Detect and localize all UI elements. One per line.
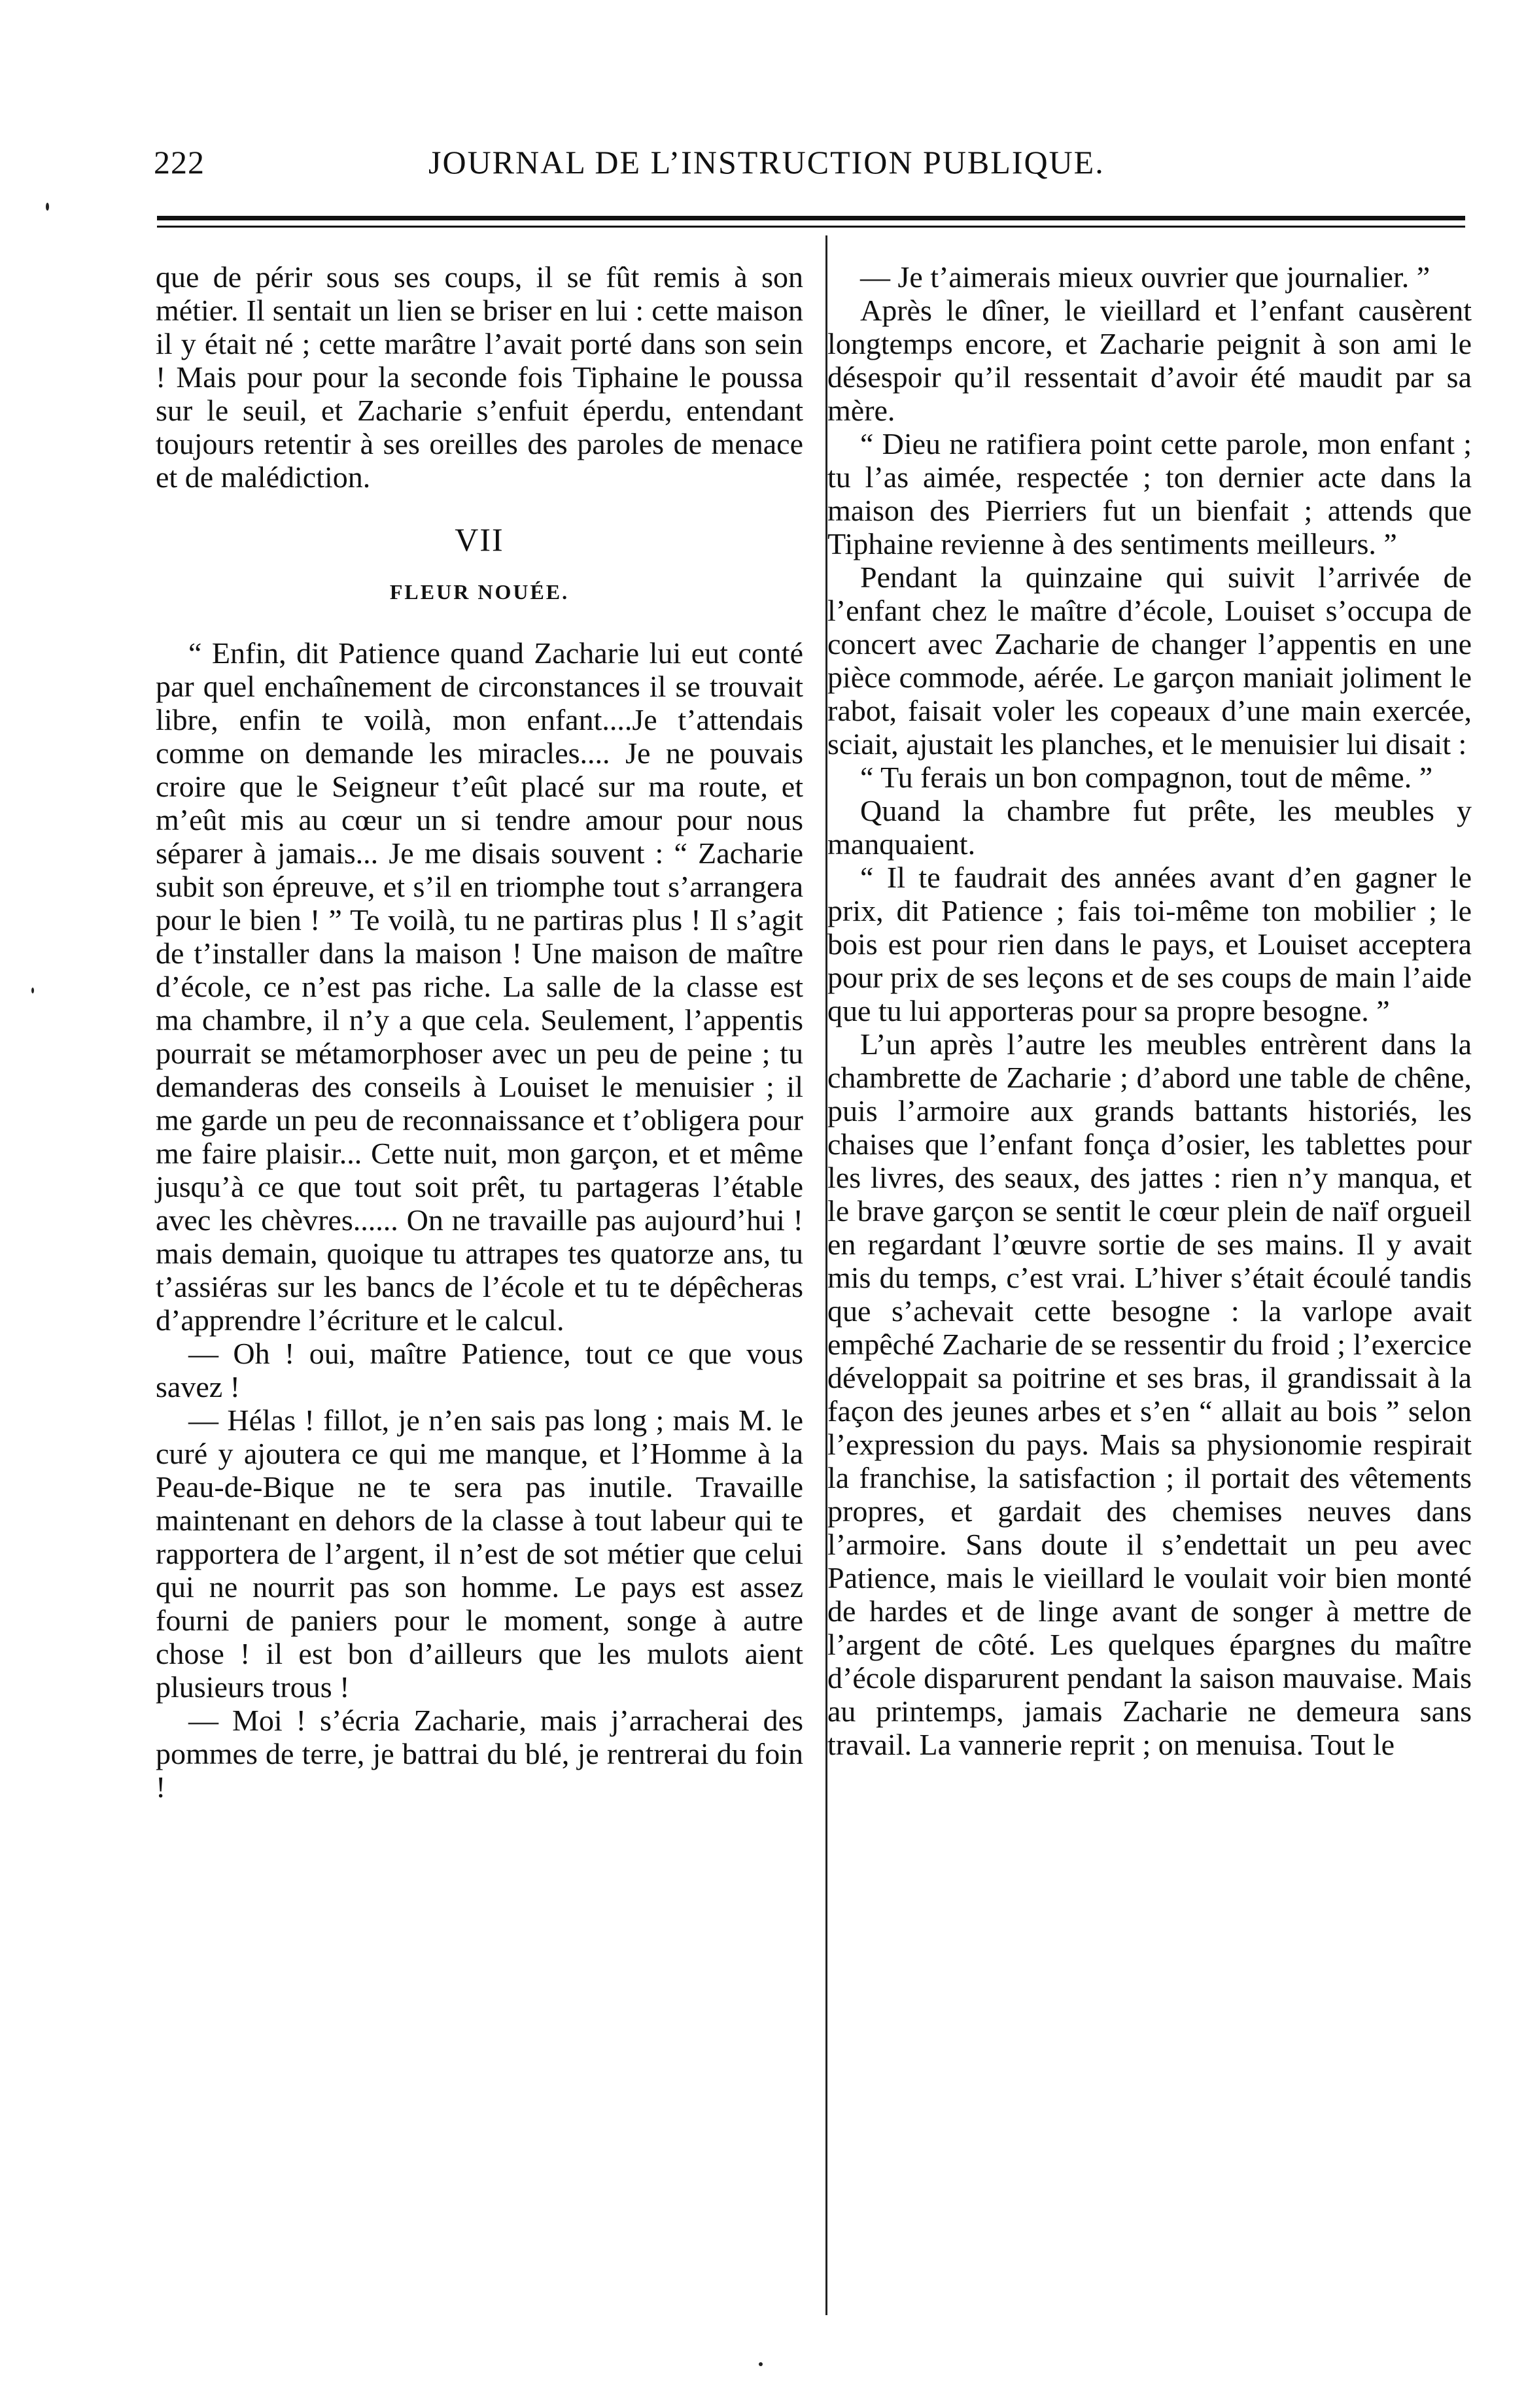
paragraph: que de périr sous ses coups, il se fût remis à son métier. Il sentait un lien se briser en lui : cette maison il y était né ; cette marâtre l’avait porté dans son sein ! Mais pour pour la seconde fois Tiphaine le poussa sur le seuil, et Zacharie s’enfuit éperdu, entendant toujours retentir à ses oreilles des paroles de menace et de malédiction. — [156, 260, 803, 494]
paragraph: “ Tu ferais un bon compagnon, tout de même. ” — [860, 761, 1433, 794]
page-number: 222 — [154, 144, 205, 181]
right-column — [827, 260, 1472, 1761]
paragraph: Quand la chambre fut prête, les meubles y manquaient. — [827, 794, 1472, 861]
left-column — [156, 260, 803, 1804]
paragraph: “ Il te faudrait des années avant d’en gagner le prix, dit Patience ; fais toi-même ton mobilier ; le bois est pour rien dans le pays, et Louiset acceptera pour prix de ses leçons et de ses coups de main l’aide que tu lui apporteras pour sa propre besogne. ” — [827, 861, 1472, 1027]
paragraph: — Oh ! oui, maître Patience, tout ce que vous savez ! — [156, 1337, 803, 1403]
header-rule-thick — [157, 216, 1465, 220]
print-speck — [759, 2362, 763, 2366]
paragraph: Après le dîner, le vieillard et l’enfant causèrent longtemps encore, et Zacharie peignit à son ami le désespoir qu’il ressentait d’avoir été maudit par sa mère. — [827, 294, 1472, 427]
paragraph: L’un après l’autre les meubles entrèrent dans la chambrette de Zacharie ; d’abord une table de chêne, puis l’armoire aux grands battants historiés, les chaises que l’enfant fonça d’osier, les tablettes pour les livres, des seaux, des jattes : rien n’y manqua, et le brave garçon se sentit le cœur plein de naïf orgueil en regardant l’œuvre sortie de ses mains. Il y avait mis du temps, c’est vrai. L’hiver s’était écoulé tandis que s’achevait cette besogne : la varlope avait empêché Zacharie de se ressentir du froid ; l’exercice développait sa poitrine et ses bras, il grandissait à la façon des jeunes arbes et s’en “ allait au bois ” selon l’expression du pays. Mais sa physionomie respirait la franchise, la satisfaction ; il portait des vêtements propres, et gardait des chemises neuves dans l’armoire. Sans doute il s’endettait un peu avec Patience, mais le vieillard le voulait voir bien monté de hardes et de linge avant de songer à mettre de l’argent de côté. Les quelques épargnes du maître d’école disparurent pendant la saison mauvaise. Mais au printemps, jamais Zacharie ne demeura sans travail. La vannerie reprit ; on menuisa. Tout le — [827, 1027, 1472, 1761]
header-rule-thin — [157, 226, 1465, 228]
page-header — [154, 131, 1465, 190]
paragraph: — Hélas ! fillot, je n’en sais pas long ; mais M. le curé y ajoutera ce qui me manque, et l’Homme à la Peau-de-Bique ne te sera pas inutile. Travaille maintenant en dehors de la classe à tout labeur qui te rapportera de l’argent, il n’est de sot métier que celui qui ne nourrit pas son homme. Le pays est assez fourni de paniers pour le moment, songe à autre chose ! il est bon d’ailleurs que les mulots aient plusieurs trous ! — [156, 1403, 803, 1704]
paragraph: “ Enfin, dit Patience quand Zacharie lui eut conté par quel enchaînement de circonstances il se trouvait libre, enfin te voilà, mon enfant....Je t’attendais comme on demande les miracles.... Je ne pouvais croire que le Seigneur t’eût placé sur ma route, et m’eût mis au cœur un si tendre amour pour nous séparer à jamais... Je me disais souvent : “ Zacharie subit son épreuve, et s’il en triomphe tout s’arrangera pour le bien ! ” Te voilà, tu ne partiras plus ! Il s’agit de t’installer dans la maison ! Une maison de maître d’école, ce n’est pas riche. La salle de la classe est ma chambre, il n’y a que cela. Seulement, l’appentis pourrait se métamorphoser avec un peu de peine ; tu demanderas des conseils à Louiset le menuisier ; il me garde un peu de reconnaissance et t’obligera pour me faire plaisir... Cette nuit, mon garçon, et et même jusqu’à ce que tout soit prêt, tu partageras l’étable avec les chèvres...... On ne travaille pas aujourd’hui ! mais demain, quoique tu attrapes tes quatorze ans, tu t’assiéras sur les bancs de l’école et tu te dépêcheras d’apprendre l’écriture et le calcul. — [156, 636, 803, 1337]
print-speck — [31, 988, 34, 993]
print-speck — [46, 203, 49, 211]
paragraph: — Moi ! s’écria Zacharie, mais j’arracherai des pommes de terre, je battrai du blé, je rentrerai du foin ! — [156, 1704, 803, 1804]
paragraph: — Je t’aimerais mieux ouvrier que journalier. ” — [860, 260, 1431, 294]
paragraph: “ Dieu ne ratifiera point cette parole, mon enfant ; tu l’as aimée, respectée ; ton dernier acte dans la maison des Pierriers fut un bienfait ; attends que Tiphaine revienne à des sentiments meilleurs. ” — [827, 427, 1472, 560]
chapter-heading: VII — [455, 521, 504, 558]
paragraph: Pendant la quinzaine qui suivit l’arrivée de l’enfant chez le maître d’école, Louiset s’occupa de concert avec Zacharie de changer l’appentis en une pièce commode, aérée. Le garçon maniait joliment le rabot, faisait voler les copeaux d’une main exercée, sciait, ajustait les planches, et le menuisier lui disait : — [827, 560, 1472, 761]
running-title: JOURNAL DE L’INSTRUCTION PUBLIQUE. — [428, 144, 1105, 181]
chapter-subtitle: FLEUR NOUÉE. — [389, 580, 570, 604]
